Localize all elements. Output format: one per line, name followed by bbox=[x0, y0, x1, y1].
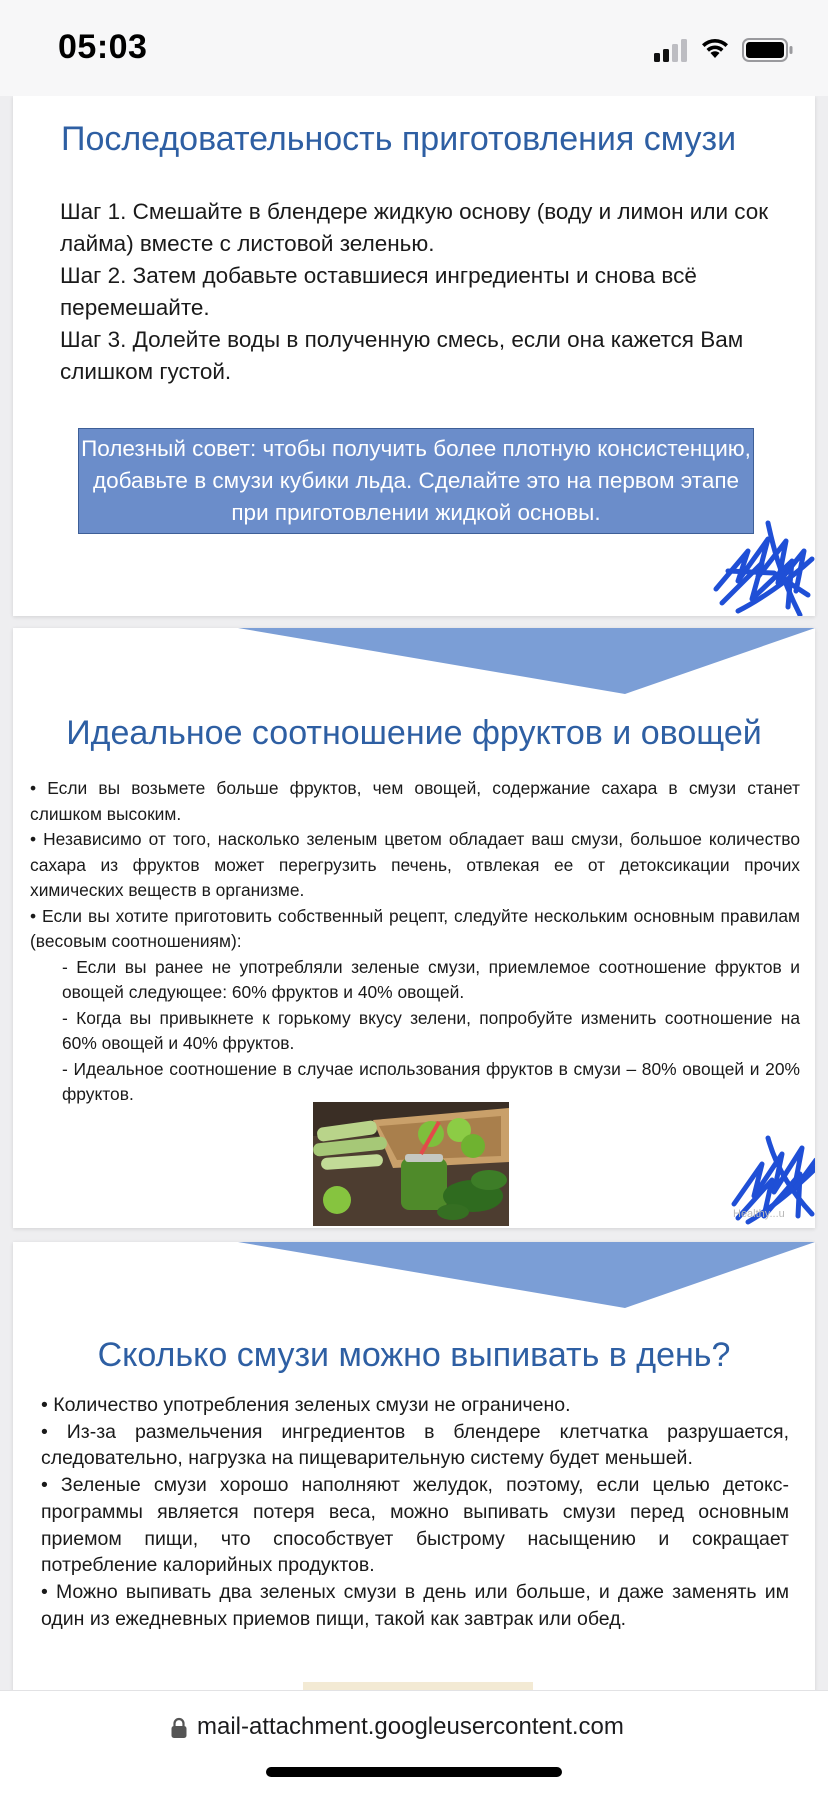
sub-item: - Когда вы привыкнете к горькому вкусу зелени, попробуйте изменить соотношение на 60% овощей и 40% фруктов. bbox=[62, 1007, 800, 1053]
scribble-redaction bbox=[708, 511, 815, 616]
watermark: Healthy...u bbox=[733, 1208, 785, 1220]
sub-item: - Идеальное соотношение в случае использования фруктов в смузи – 80% овощей и 20% фруктов. bbox=[62, 1058, 800, 1104]
bullet-item: • Из-за размельчения ингредиентов в блендере клетчатка разрушается, следовательно, нагрузка на пищеварительную систему будет меньшей. bbox=[41, 1420, 789, 1470]
step-2: Шаг 2. Затем добавьте оставшиеся ингредиенты и снова всё перемешайте. bbox=[60, 263, 697, 320]
battery-icon bbox=[742, 38, 794, 62]
header-chevron-shape bbox=[13, 1242, 815, 1314]
slide-title: Идеальное соотношение фруктов и овощей bbox=[66, 714, 762, 752]
slide-body-text bbox=[41, 1392, 789, 1632]
slide-fruit-vegetable-ratio bbox=[13, 628, 815, 1228]
status-time: 05:03 bbox=[58, 28, 148, 66]
slide-body-text bbox=[30, 776, 800, 1108]
green-smoothie-photo bbox=[313, 1102, 509, 1226]
step-3: Шаг 3. Долейте воды в полученную смесь, если она кажется Вам слишком густой. bbox=[60, 327, 744, 384]
cellular-signal-icon bbox=[654, 38, 690, 62]
bullet-item: • Зеленые смузи хорошо наполняют желудок, поэтому, если целью детокс-программы является потеря веса, можно выпивать смузи перед основным приемом пищи, что способствует быстрому насыщению и сокращает потребление калорийных продуктов. bbox=[41, 1474, 789, 1577]
slide-title: Сколько смузи можно выпивать в день? bbox=[97, 1336, 731, 1374]
url-text[interactable]: mail-attachment.googleusercontent.com bbox=[197, 1713, 624, 1740]
bullet-item: • Можно выпивать два зеленых смузи в день или больше, и даже заменять им один из ежедневных приемов пищи, такой как завтрак или обед. bbox=[41, 1580, 789, 1630]
steps-text bbox=[60, 196, 770, 388]
slide-smoothies-per-day bbox=[13, 1242, 815, 1692]
home-indicator[interactable] bbox=[266, 1767, 562, 1777]
status-bar bbox=[0, 0, 828, 96]
sub-item: - Если вы ранее не употребляли зеленые смузи, приемлемое соотношение фруктов и овощей следующее: 60% фруктов и 40% овощей. bbox=[62, 956, 800, 1002]
browser-url-bar[interactable] bbox=[0, 1690, 828, 1793]
wifi-icon bbox=[700, 36, 730, 60]
bullet-item: • Независимо от того, насколько зеленым цветом обладает ваш смузи, большое количество сахара из фруктов может перегрузить печень, отвлекая ее от детоксикации прочих химических веществ в организме. bbox=[30, 829, 800, 900]
lock-icon bbox=[170, 1717, 188, 1739]
useful-tip-box: Полезный совет: чтобы получить более плотную консистенцию, добавьте в смузи кубики льда. Сделайте это на первом этапе при приготовлении жидкой основы. bbox=[78, 428, 754, 534]
step-1: Шаг 1. Смешайте в блендере жидкую основу (воду и лимон или сок лайма) вместе с листовой зеленью. bbox=[60, 199, 769, 256]
slide-preparation-sequence bbox=[13, 96, 815, 616]
slide-title: Последовательность приготовления смузи bbox=[61, 120, 737, 158]
bullet-item: • Если вы возьмете больше фруктов, чем овощей, содержание сахара в смузи станет слишком высоким. bbox=[30, 778, 800, 824]
bullet-item: • Если вы хотите приготовить собственный рецепт, следуйте нескольким основным правилам (весовым соотношениям): bbox=[30, 905, 800, 951]
header-chevron-shape bbox=[13, 628, 815, 700]
bullet-item: • Количество употребления зеленых смузи не ограничено. bbox=[41, 1394, 571, 1416]
